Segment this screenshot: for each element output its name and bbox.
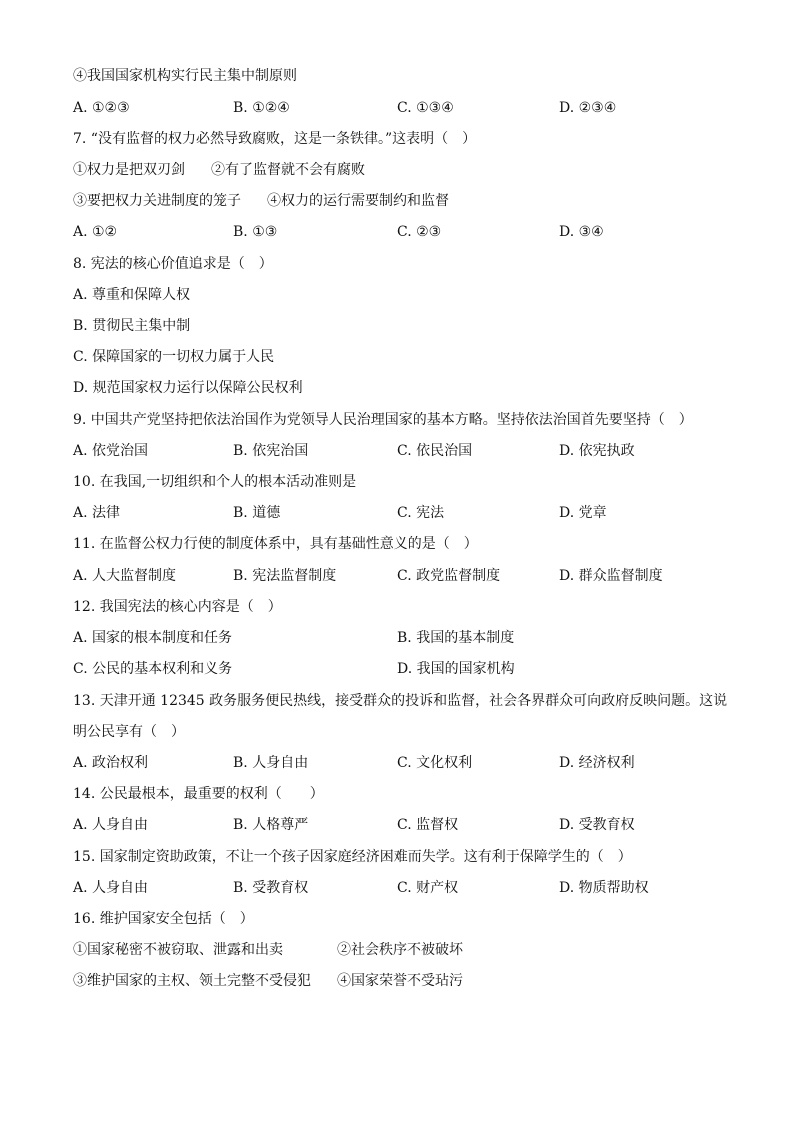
q9-option-c[interactable]: C. 依民治国 [397, 443, 473, 459]
q11-option-a[interactable]: A. 人大监督制度 [73, 568, 177, 584]
q7-option-d[interactable]: D. ③④ [559, 224, 604, 240]
q6-option-c[interactable]: C. ①③④ [397, 100, 454, 116]
q8-option-b[interactable]: B. 贯彻民主集中制 [73, 318, 191, 334]
q9-stem: 9. 中国共产党坚持把依法治国作为党领导人民治理国家的基本方略。坚持依法治国首先要坚持（ ） [73, 412, 693, 428]
q6-option-b[interactable]: B. ①②④ [233, 100, 290, 116]
q7-statement-1: ①权力是把双刃剑 [73, 162, 185, 178]
q16-statement-4: ④国家荣誉不受玷污 [337, 973, 463, 989]
q15-stem: 15. 国家制定资助政策，不让一个孩子因家庭经济困难而失学。这有利于保障学生的（ ） [73, 849, 632, 865]
q8-stem: 8. 宪法的核心价值追求是（ ） [73, 256, 273, 272]
q12-option-c[interactable]: C. 公民的基本权利和义务 [73, 661, 233, 677]
q6-statement-4: ④我国国家机构实行民主集中制原则 [73, 68, 297, 84]
q13-stem-line-1: 13. 天津开通 12345 政务服务便民热线，接受群众的投诉和监督，社会各界群众可向政府反映问题。这说 [73, 693, 728, 709]
q6-option-d[interactable]: D. ②③④ [559, 100, 617, 116]
q16-stem: 16. 维护国家安全包括（ ） [73, 911, 254, 927]
q11-option-c[interactable]: C. 政党监督制度 [397, 568, 501, 584]
q6-option-a[interactable]: A. ①②③ [73, 100, 130, 116]
q7-statement-2: ②有了监督就不会有腐败 [211, 162, 365, 178]
q16-statement-2: ②社会秩序不被破坏 [337, 942, 463, 958]
q10-option-b[interactable]: B. 道德 [233, 505, 281, 521]
q7-option-b[interactable]: B. ①③ [233, 224, 278, 240]
q16-statement-3: ③维护国家的主权、领土完整不受侵犯 [73, 973, 311, 989]
q14-option-d[interactable]: D. 受教育权 [559, 817, 635, 833]
q7-stem: 7. “没有监督的权力必然导致腐败，这是一条铁律。”这表明（ ） [73, 131, 477, 147]
q14-stem: 14. 公民最根本，最重要的权利（ ） [73, 786, 324, 802]
q9-option-d[interactable]: D. 依宪执政 [559, 443, 635, 459]
q9-option-a[interactable]: A. 依党治国 [73, 443, 149, 459]
q15-option-b[interactable]: B. 受教育权 [233, 880, 309, 896]
q13-option-a[interactable]: A. 政治权利 [73, 755, 149, 771]
q13-option-c[interactable]: C. 文化权利 [397, 755, 473, 771]
q7-statement-4: ④权力的运行需要制约和监督 [267, 193, 449, 209]
q12-option-b[interactable]: B. 我国的基本制度 [397, 630, 515, 646]
q7-option-a[interactable]: A. ①② [73, 224, 118, 240]
q9-option-b[interactable]: B. 依宪治国 [233, 443, 309, 459]
q11-option-d[interactable]: D. 群众监督制度 [559, 568, 663, 584]
q8-option-d[interactable]: D. 规范国家权力运行以保障公民权利 [73, 380, 303, 396]
q8-option-a[interactable]: A. 尊重和保障人权 [73, 287, 191, 303]
q11-option-b[interactable]: B. 宪法监督制度 [233, 568, 337, 584]
q13-option-b[interactable]: B. 人身自由 [233, 755, 309, 771]
q7-statement-3: ③要把权力关进制度的笼子 [73, 193, 241, 209]
q12-option-a[interactable]: A. 国家的根本制度和任务 [73, 630, 233, 646]
q13-option-d[interactable]: D. 经济权利 [559, 755, 635, 771]
q14-option-c[interactable]: C. 监督权 [397, 817, 459, 833]
q12-option-d[interactable]: D. 我国的国家机构 [397, 661, 515, 677]
q13-stem-line-2: 明公民享有（ ） [73, 724, 185, 740]
q10-option-d[interactable]: D. 党章 [559, 505, 607, 521]
q12-stem: 12. 我国宪法的核心内容是（ ） [73, 599, 282, 615]
q14-option-b[interactable]: B. 人格尊严 [233, 817, 309, 833]
q15-option-d[interactable]: D. 物质帮助权 [559, 880, 649, 896]
q7-option-c[interactable]: C. ②③ [397, 224, 442, 240]
q16-statement-1: ①国家秘密不被窃取、泄露和出卖 [73, 942, 283, 958]
q10-option-c[interactable]: C. 宪法 [397, 505, 445, 521]
q15-option-c[interactable]: C. 财产权 [397, 880, 459, 896]
q10-stem: 10. 在我国,一切组织和个人的根本活动准则是 [73, 474, 357, 490]
q11-stem: 11. 在监督公权力行使的制度体系中，具有基础性意义的是（ ） [73, 536, 478, 552]
q10-option-a[interactable]: A. 法律 [73, 505, 121, 521]
q8-option-c[interactable]: C. 保障国家的一切权力属于人民 [73, 349, 275, 365]
q15-option-a[interactable]: A. 人身自由 [73, 880, 149, 896]
q14-option-a[interactable]: A. 人身自由 [73, 817, 149, 833]
